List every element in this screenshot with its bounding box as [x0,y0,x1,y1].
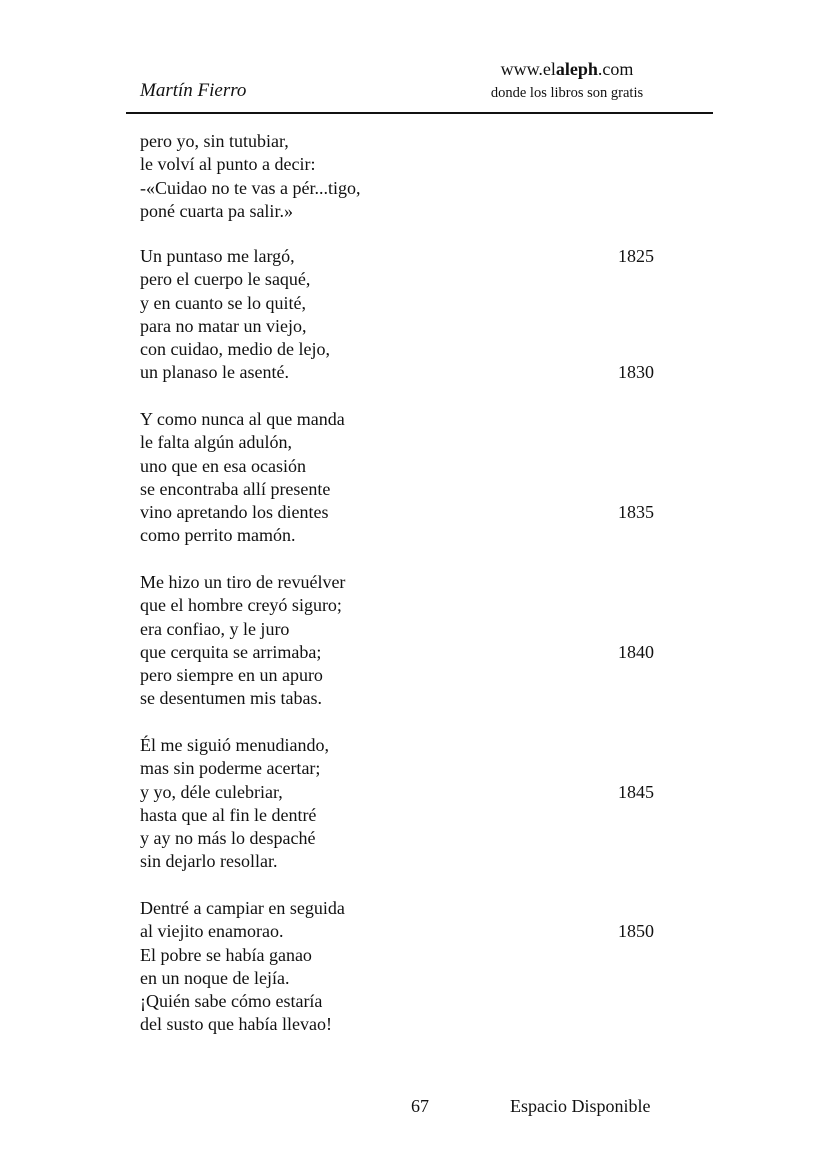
verse-line [140,804,660,827]
verse-line [140,641,660,664]
line-number: 1830 [618,362,654,383]
verse-line [140,338,660,361]
stanza [140,245,660,385]
site-url-prefix: www.el [500,59,556,79]
verse-line [140,757,660,780]
verse-line [140,408,660,431]
verse-text: con cuidao, medio de lejo, [140,339,330,360]
verse-text: pero el cuerpo le saqué, [140,269,311,290]
verse-line [140,177,660,200]
verse-text: al viejito enamorao. [140,921,284,942]
verse-text: en un noque de lejía. [140,967,290,988]
verse-text: sin dejarlo resollar. [140,851,278,872]
verse-line [140,130,660,153]
verse-text: que el hombre creyó siguro; [140,595,342,616]
stanza [140,130,660,223]
line-number: 1835 [618,502,654,523]
line-number: 1825 [618,246,654,266]
verse-text: era confiao, y le juro [140,618,290,639]
site-url [457,58,677,80]
verse-text: Él me siguió menudiando, [140,735,329,755]
verse-line [140,361,660,384]
site-url-suffix: .com [597,59,634,79]
verse-line [140,268,660,291]
verse-line [140,455,660,478]
verse-line [140,1013,660,1036]
verse-text: Dentré a campiar en seguida [140,898,345,918]
verse-text: ¡Quién sabe cómo estaría [140,991,323,1012]
verse-text: se encontraba allí presente [140,478,331,499]
verse-text: pero yo, sin tutubiar, [140,131,289,151]
site-tagline: donde los libros son gratis [490,85,644,101]
verse-text: le falta algún adulón, [140,432,292,453]
verse-line [140,501,660,524]
line-number: 1845 [618,781,654,802]
verse-line [140,200,660,223]
verse-line [140,827,660,850]
verse-line [140,315,660,338]
verse-text: Y como nunca al que manda [140,409,345,429]
page-footer [0,1093,828,1119]
stanza [140,571,660,711]
verse-line [140,734,660,757]
verse-line [140,897,660,920]
verse-text: para no matar un viejo, [140,315,307,336]
verse-line [140,571,660,594]
line-number: 1850 [618,921,654,942]
verse-line [140,944,660,967]
book-title: Martín Fierro [140,80,247,101]
page-number: 67 [411,1096,429,1116]
verse-text: poné cuarta pa salir.» [140,200,293,221]
verse-line [140,594,660,617]
verse-line [140,920,660,943]
verse-text: vino apretando los dientes [140,502,329,523]
verse-text: -«Cuidao no te vas a pér...tigo, [140,177,361,198]
verse-line [140,478,660,501]
verse-line [140,850,660,873]
verse-line [140,245,660,268]
verse-text: Me hizo un tiro de revuélver [140,572,346,592]
site-url-bold: aleph [555,59,598,79]
verse-text: El pobre se había ganao [140,944,312,965]
verse-line [140,967,660,990]
verse-text: Un puntaso me largó, [140,246,295,266]
verse-text: que cerquita se arrimaba; [140,641,322,662]
verse-line [140,153,660,176]
stanza [140,897,660,1037]
site-branding [457,58,677,103]
verse-text: un planaso le asenté. [140,362,289,383]
verse-text: y ay no más lo despaché [140,828,316,849]
footer-note: Espacio Disponible [510,1096,651,1116]
verse-line [140,524,660,547]
stanza [140,408,660,548]
verse-text: mas sin poderme acertar; [140,758,321,779]
line-number: 1840 [618,641,654,662]
verse-text: uno que en esa ocasión [140,455,306,476]
verse-text: del susto que había llevao! [140,1014,332,1035]
verse-line [140,990,660,1013]
verse-line [140,687,660,710]
page-header [126,0,713,114]
verse-line [140,431,660,454]
verse-line [140,664,660,687]
verse-line [140,292,660,315]
verse-text: hasta que al fin le dentré [140,804,317,825]
stanza [140,734,660,874]
verse-text: le volví al punto a decir: [140,154,316,175]
verse-line [140,618,660,641]
verse-text: se desentumen mis tabas. [140,688,322,709]
verse-line [140,781,660,804]
header-divider [126,112,713,114]
verse-text: pero siempre en un apuro [140,665,323,686]
verse-text: y en cuanto se lo quité, [140,292,306,313]
verse-text: y yo, déle culebriar, [140,781,283,802]
verse-text: como perrito mamón. [140,525,296,546]
